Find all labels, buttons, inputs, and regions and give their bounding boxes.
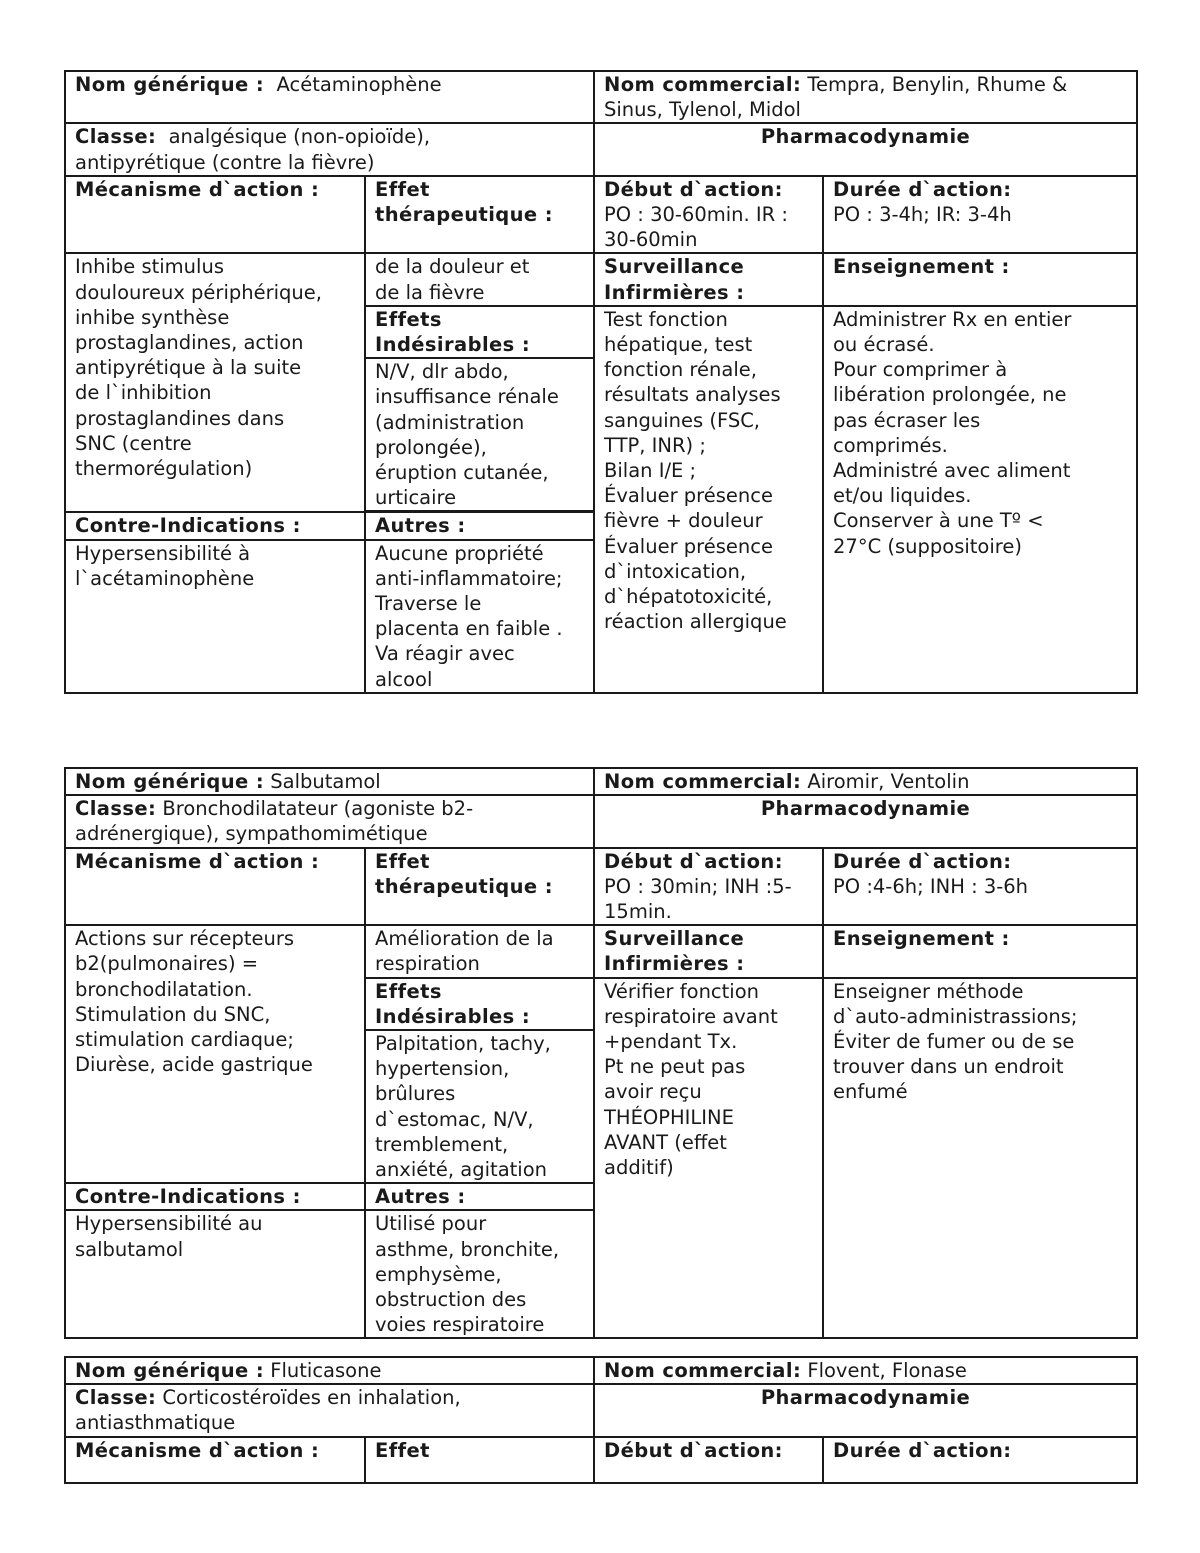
- teaching-header: Enseignement :: [823, 925, 1137, 977]
- drug-card-salbutamol: [64, 767, 1138, 1339]
- therapeutic-effect-text: Amélioration de la respiration: [365, 925, 594, 977]
- contraindications-header: Contre-Indications :: [65, 1183, 365, 1210]
- pharmacodynamie-header: Pharmacodynamie: [594, 795, 1137, 847]
- duration-cell: [823, 176, 1137, 254]
- generic-name-value: Fluticasone: [270, 1359, 382, 1382]
- mechanism-header: Mécanisme d`action :: [65, 176, 365, 254]
- generic-name-value: Acétaminophène: [276, 73, 442, 96]
- surveillance-text: Vérifier fonction respiratoire avant +pendant Tx. Pt ne peut pas avoir reçu THÉOPHILINE AVANT (effet additif): [594, 978, 823, 1339]
- therapeutic-effect-header: Effet thérapeutique :: [365, 176, 594, 254]
- duration-label: Durée d`action:: [833, 1438, 1012, 1462]
- adverse-effects-header: Effets Indésirables :: [365, 978, 594, 1030]
- commercial-name-cell: [594, 1357, 1137, 1384]
- commercial-name-label: Nom commercial:: [604, 770, 802, 793]
- onset-cell: [594, 1437, 823, 1483]
- duration-value: PO :4-6h; INH : 3-6h: [833, 874, 1029, 898]
- onset-value: PO : 30min; INH :5- 15min.: [604, 874, 792, 924]
- adverse-effects-text: N/V, dlr abdo, insuffisance rénale (administration prolongée), éruption cutanée, urticaire: [365, 358, 594, 511]
- contraindications-text: Hypersensibilité au salbutamol: [65, 1210, 365, 1338]
- pharmacodynamie-header: Pharmacodynamie: [594, 123, 1137, 175]
- drug-card-acetaminophene: [64, 70, 1138, 694]
- other-text: Utilisé pour asthme, bronchite, emphysème, obstruction des voies respiratoire: [365, 1210, 594, 1338]
- commercial-name-label: Nom commercial:: [604, 1359, 802, 1382]
- teaching-text: Administrer Rx en entier ou écrasé. Pour comprimer à libération prolongée, ne pas écraser les comprimés. Administré avec aliment et/ou liquides. Conserver à une Tº < 27°C (suppositoire): [823, 306, 1137, 693]
- duration-cell: [823, 1437, 1137, 1483]
- commercial-name-value: Flovent, Flonase: [807, 1359, 967, 1382]
- therapeutic-effect-text: de la douleur et de la fièvre: [365, 253, 594, 305]
- contraindications-text: Hypersensibilité à l`acétaminophène: [65, 540, 365, 693]
- drug-card-fluticasone: [64, 1356, 1138, 1484]
- generic-name-cell: [65, 768, 594, 795]
- adverse-effects-header: Effets Indésirables :: [365, 306, 594, 358]
- class-value: Corticostéroïdes en inhalation, antiasthmatique: [75, 1386, 461, 1435]
- commercial-name-value: Airomir, Ventolin: [807, 770, 970, 793]
- other-header: Autres :: [365, 512, 594, 539]
- mechanism-header: Mécanisme d`action :: [65, 848, 365, 926]
- class-cell: [65, 795, 594, 847]
- therapeutic-effect-header: Effet: [365, 1437, 594, 1483]
- surveillance-header: Surveillance Infirmières :: [594, 925, 823, 977]
- class-value: analgésique (non-opioïde), antipyrétique (contre la fièvre): [75, 125, 431, 174]
- mechanism-header: Mécanisme d`action :: [65, 1437, 365, 1483]
- teaching-header: Enseignement :: [823, 253, 1137, 305]
- generic-name-label: Nom générique :: [75, 73, 265, 96]
- commercial-name-value: Tempra, Benylin, Rhume & Sinus, Tylenol, Midol: [604, 73, 1068, 122]
- generic-name-value: Salbutamol: [270, 770, 381, 793]
- commercial-name-cell: [594, 71, 1137, 123]
- onset-cell: [594, 848, 823, 926]
- commercial-name-label: Nom commercial:: [604, 73, 802, 96]
- surveillance-header: Surveillance Infirmières :: [594, 253, 823, 305]
- class-cell: [65, 1384, 594, 1436]
- onset-label: Début d`action:: [604, 1438, 783, 1462]
- generic-name-label: Nom générique :: [75, 1359, 265, 1382]
- onset-label: Début d`action:: [604, 849, 783, 873]
- teaching-text: Enseigner méthode d`auto-administrassions; Éviter de fumer ou de se trouver dans un endroit enfumé: [823, 978, 1137, 1339]
- pharmacodynamie-header: Pharmacodynamie: [594, 1384, 1137, 1436]
- class-value: Bronchodilatateur (agoniste b2- adrénergique), sympathomimétique: [75, 797, 474, 846]
- generic-name-cell: [65, 71, 594, 123]
- therapeutic-effect-header: Effet thérapeutique :: [365, 848, 594, 926]
- onset-cell: [594, 176, 823, 254]
- onset-label: Début d`action:: [604, 177, 783, 201]
- onset-value: PO : 30-60min. IR : 30-60min: [604, 203, 788, 252]
- generic-name-cell: [65, 1357, 594, 1384]
- class-label: Classe:: [75, 797, 157, 821]
- mechanism-text: Inhibe stimulus douloureux périphérique, inhibe synthèse prostaglandines, action antipyrétique à la suite de l`inhibition prostaglandines dans SNC (centre thermorégulation): [65, 253, 365, 512]
- class-label: Classe:: [75, 125, 157, 149]
- duration-cell: [823, 848, 1137, 926]
- duration-label: Durée d`action:: [833, 177, 1012, 201]
- class-label: Classe:: [75, 1386, 157, 1410]
- other-text: Aucune propriété anti-inflammatoire; Traverse le placenta en faible . Va réagir avec alcool: [365, 540, 594, 693]
- adverse-effects-text: Palpitation, tachy, hypertension, brûlures d`estomac, N/V, tremblement, anxiété, agitation: [365, 1030, 594, 1183]
- contraindications-header: Contre-Indications :: [65, 512, 365, 539]
- duration-value: PO : 3-4h; IR: 3-4h: [833, 203, 1012, 227]
- surveillance-text: Test fonction hépatique, test fonction rénale, résultats analyses sanguines (FSC, TTP, INR) ; Bilan I/E ; Évaluer présence fièvre + douleur Évaluer présence d`intoxication, d`hépatotoxicité, réaction allergique: [594, 306, 823, 693]
- class-cell: [65, 123, 594, 175]
- mechanism-text: Actions sur récepteurs b2(pulmonaires) = bronchodilatation. Stimulation du SNC, stimulation cardiaque; Diurèse, acide gastrique: [65, 925, 365, 1183]
- other-header: Autres :: [365, 1183, 594, 1210]
- commercial-name-cell: [594, 768, 1137, 795]
- generic-name-label: Nom générique :: [75, 770, 265, 793]
- duration-label: Durée d`action:: [833, 849, 1012, 873]
